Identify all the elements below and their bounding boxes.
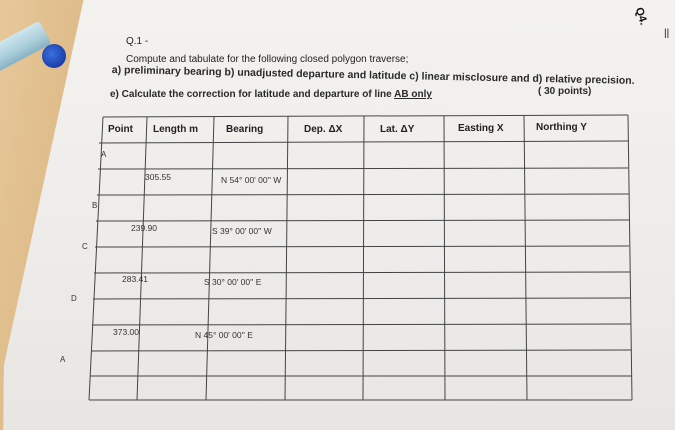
- header-easting: Easting X: [458, 123, 504, 134]
- points-value: ( 30 points): [538, 86, 592, 97]
- line-bearing: N 45° 00' 00'' E: [195, 330, 253, 340]
- point-label: A: [60, 355, 66, 364]
- line-length: 373.00: [113, 327, 139, 337]
- point-label: D: [71, 294, 77, 303]
- instruction-line-3-text: e) Calculate the correction for latitude and departure of line: [110, 89, 395, 100]
- header-bearing: Bearing: [226, 124, 264, 135]
- point-label: A: [101, 150, 107, 159]
- instruction-line-1: Compute and tabulate for the following closed polygon traverse;: [126, 54, 409, 65]
- point-label: B: [92, 201, 98, 210]
- header-northing: Northing Y: [536, 122, 587, 133]
- header-length: Length m: [153, 124, 198, 135]
- header-latitude: Lat. ΔY: [380, 124, 415, 135]
- header-point: Point: [108, 124, 133, 135]
- corner-mark-2: ||: [664, 28, 670, 39]
- question-label: Q.1 -: [126, 36, 149, 47]
- line-length: 283.41: [122, 274, 148, 284]
- instruction-line-2: a) preliminary bearing b) unadjusted departure and latitude c) linear misclosure and d) relative precision.: [111, 64, 635, 87]
- line-length: 305.55: [145, 172, 171, 182]
- instruction-line-3-underlined: AB only: [394, 89, 432, 100]
- line-bearing: N 54° 00' 00'' W: [221, 175, 282, 185]
- header-departure: Dep. ΔX: [304, 124, 343, 135]
- line-bearing: S 39° 00' 00'' W: [212, 226, 272, 236]
- point-label: C: [82, 242, 88, 251]
- corner-mark: Q4.: [632, 6, 650, 27]
- line-length: 239.90: [131, 223, 157, 233]
- line-bearing: S 30° 00' 00'' E: [204, 277, 262, 287]
